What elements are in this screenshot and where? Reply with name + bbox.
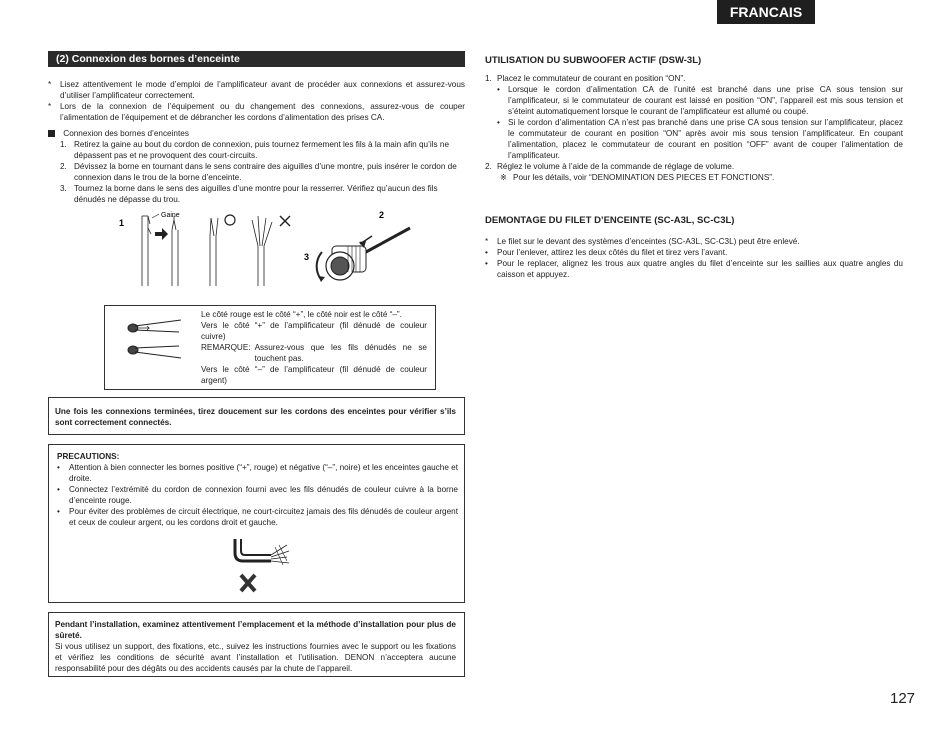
- precaution-item: • Attention à bien connecter les bornes positive (“+”, rouge) et négative (“–”, noire) et les enceintes gauche et droite.: [57, 463, 458, 483]
- remark: REMARQUE: Assurez-vous que les fils dénudés ne se touchent pas.: [201, 343, 427, 363]
- list-item: * Le filet sur le devant des systèmes d’enceintes (SC-A3L, SC-C3L) peut être enlevé.: [485, 237, 800, 246]
- precautions-list: [57, 462, 458, 528]
- step: 1. Placez le commutateur de courant en position “ON”.: [485, 74, 686, 83]
- intro-bullet: * Lors de la connexion de l’équipement ou du changement des connexions, assurez-vous de couper l’alimentation de l’équipement et de débrancher les cordons d’alimentation des prises CA.: [48, 102, 465, 122]
- circle-ok-icon: [225, 215, 235, 225]
- frayed-wire-icon: [252, 216, 272, 286]
- precaution-item: • Connectez l’extrémité du cordon de connexion fourni avec les fils dénudés de couleur cuivre à la borne d’enceinte rouge.: [57, 485, 458, 505]
- step: 3. Tournez la borne dans le sens des aiguilles d’une montre pour la resserrer. Vérifiez qu’aucun des fils dénudés ne dépasse du trou.: [60, 184, 438, 204]
- arrow-right-icon: [155, 228, 168, 240]
- subwoofer-steps: [485, 73, 903, 183]
- step: 1. Retirez la gaine au bout du cordon de connexion, puis tournez fermement les fils à la main afin qu’ils ne dépassent pas et ne provoquent des court-circuits.: [60, 140, 450, 160]
- precautions-box: [48, 444, 465, 603]
- figure-label-2: 2: [379, 210, 385, 220]
- section-title: (2) Connexion des bornes d’enceinte: [48, 51, 465, 67]
- grille-removal-list: [485, 236, 903, 280]
- list-item: • Pour le replacer, alignez les trous aux quatre angles du filet d’enceinte sur les saillies aux quatre angles du caisson et appuyez.: [485, 259, 903, 279]
- step-bullet: • Lorsque le cordon d’alimentation CA de l’unité est branché dans une prise CA sous tension sur l’amplificateur, si le commutateur de courant est laissé en position “ON”, l’appareil est mis sous tension et s’éteint automatiquement lorsque le courant de l’amplificateur est allumé ou coupé.: [497, 85, 903, 116]
- step-bullet: • Si le cordon d’alimentation CA n’est pas branché dans une prise CA sous tension sur l’amplificateur, placez le commutateur de courant en position “ON” après avoir mis sous tension l’amplificateur. En coupant l’alimentation, placez le commutateur de courant en position “OFF” avant de couper l’alimentation de l’amplificateur.: [497, 118, 903, 160]
- stripped-wire-icon: [172, 216, 178, 286]
- subwoofer-title: UTILISATION DU SUBWOOFER ACTIF (DSW-3L): [485, 55, 702, 66]
- page-number: 127: [890, 690, 916, 707]
- cross-icon: [280, 216, 290, 226]
- step: 2. Dévissez la borne en tournant dans le sens contraire des aiguilles d’une montre, puis insérer le cordon de connexion dans le trou de la borne d’enceinte.: [60, 162, 457, 182]
- list-item: • Pour l’enlever, attirez les deux côtés du filet et tirez vers l’avant.: [485, 248, 728, 257]
- twisted-wire-icon: [210, 218, 218, 286]
- square-bullet-icon: [48, 130, 55, 137]
- speaker-cable-icon: [121, 318, 183, 362]
- cross-icon: [241, 575, 255, 591]
- connection-figure: [110, 206, 420, 296]
- wire-box-text: Le côté rouge est le côté “+”, le côté noir est le côté “–”. Vers le côté “+” de l’amplificateur (fil dénudé de couleur cuivre) REMARQUE: Assurez-vous que les fils dénudés ne se touchent pas. Vers le côté “–” de l’amplificateur (fil dénudé de couleur argent): [201, 310, 427, 385]
- sub-heading: Connexion des bornes d’enceintes: [48, 128, 465, 139]
- notice-box: Une fois les connexions terminées, tirez doucement sur les cordons des enceintes pour vérifier s’ils sont correctement connectés.: [48, 397, 465, 435]
- wire-color-box: [104, 305, 436, 390]
- intro-bullets: [48, 79, 465, 123]
- step: 2. Réglez le volume à l’aide de la commande de réglage de volume.: [485, 162, 735, 171]
- short-circuit-warning-icon: [227, 535, 297, 597]
- installation-box: Pendant l’installation, examinez attentivement l’emplacement et la méthode d’installation pour plus de sûreté. Si vous utilisez un support, des fixations, etc., suivez les instructions fournies avec le support ou les fixations et vérifiez les conditions de sécurité avant l’installation et l’utilisation. DENON n’acceptera aucune responsabilité pour des dégâts ou des accidents causés par la chute de l’appareil.: [48, 612, 465, 677]
- gaine-label: Gaine: [161, 212, 180, 219]
- figure-label-1: 1: [119, 218, 125, 228]
- language-tab: FRANCAIS: [717, 0, 815, 24]
- precautions-title: PRECAUTIONS:: [57, 452, 120, 461]
- speaker-terminal-icon: [317, 228, 410, 282]
- step-note: ※ Pour les détails, voir “DENOMINATION DES PIECES ET FONCTIONS”.: [500, 173, 775, 182]
- precaution-item: • Pour éviter des problèmes de circuit électrique, ne court-circuitez jamais des fils dénudés de couleur argent et ceux de couleur argent, ou les cordons droit et gauche.: [57, 507, 458, 527]
- steps-list: [60, 139, 465, 205]
- intro-bullet: * Lisez attentivement le mode d’emploi de l’amplificateur avant de procéder aux connexions et assurez-vous d’utiliser l’amplificateur correctement.: [48, 80, 465, 100]
- grille-removal-title: DEMONTAGE DU FILET D’ENCEINTE (SC-A3L, SC-C3L): [485, 215, 735, 226]
- sheathed-wire-icon: [142, 216, 151, 286]
- figure-label-3: 3: [304, 252, 310, 262]
